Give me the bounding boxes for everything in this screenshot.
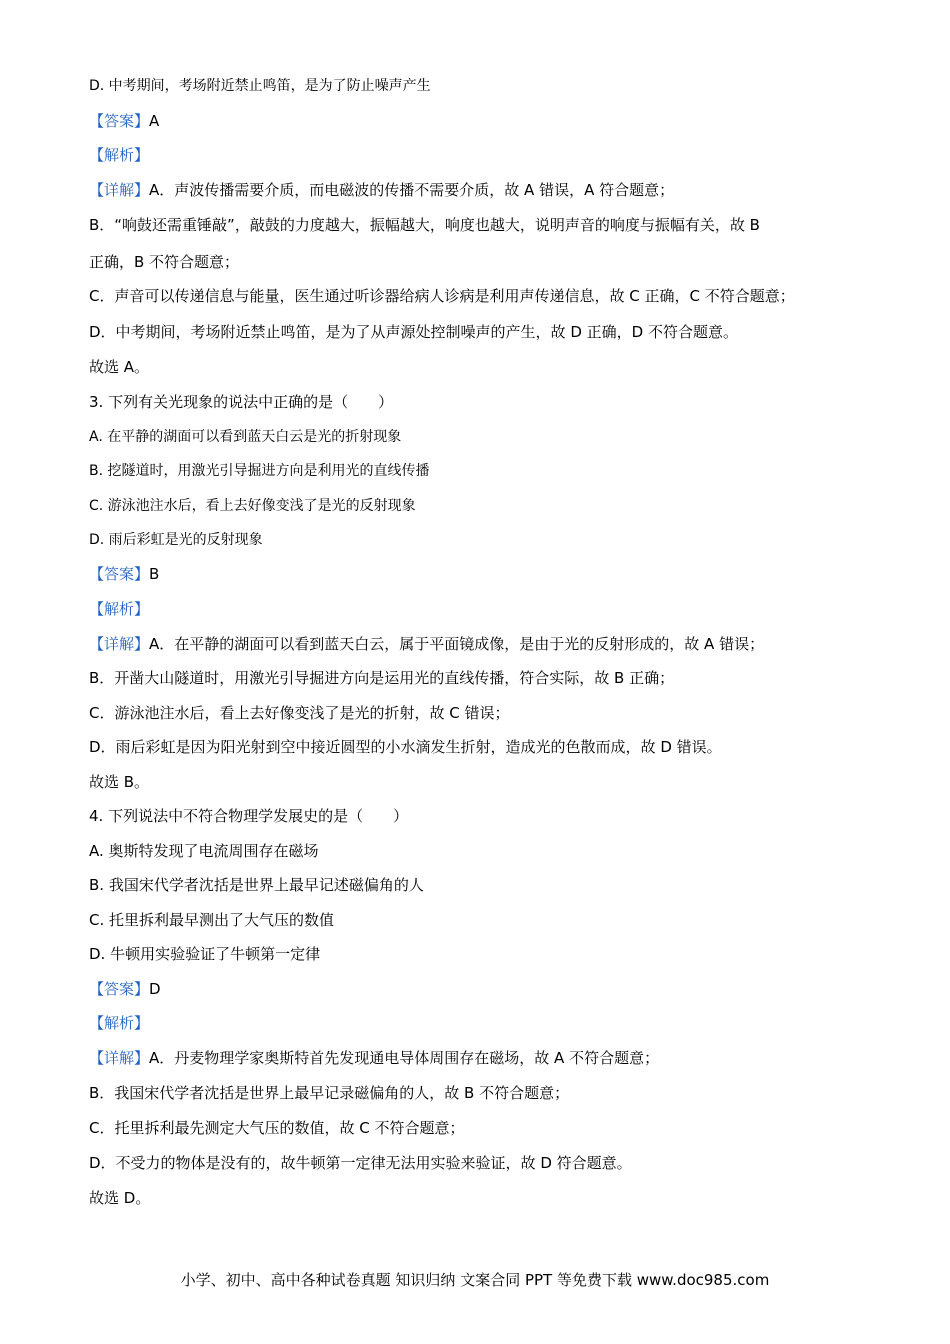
q4-detail-d: D．不受力的物体是没有的，故牛顿第一定律无法用实验来验证，故 D 符合题意。 xyxy=(89,1154,632,1172)
answer-value: B xyxy=(149,565,160,583)
q2-detail-b-line2: 正确，B 不符合题意； xyxy=(89,253,240,271)
q2-detail-d: D．中考期间，考场附近禁止鸣笛，是为了从声源处控制噪声的产生，故 D 正确，D 不符合题意。 xyxy=(89,323,738,341)
q4-detail-b: B．我国宋代学者沈括是世界上最早记录磁偏角的人，故 B 不符合题意； xyxy=(89,1084,570,1102)
q4-answer xyxy=(89,979,161,999)
q4-option-b: B. 我国宋代学者沈括是世界上最早记述磁偏角的人 xyxy=(89,876,424,894)
answer-tag: 【答案】 xyxy=(89,980,150,998)
detail-tag: 【详解】 xyxy=(89,181,150,199)
q2-option-d: D. 中考期间，考场附近禁止鸣笛，是为了防止噪声产生 xyxy=(89,78,431,94)
q4-option-a: A. 奥斯特发现了电流周围存在磁场 xyxy=(89,842,319,860)
detail-text: A．声波传播需要介质，而电磁波的传播不需要介质，故 A 错误，A 符合题意； xyxy=(149,181,675,199)
q4-conclusion: 故选 D。 xyxy=(89,1189,151,1207)
q3-analysis-tag: 【解析】 xyxy=(89,600,150,618)
q3-option-a: A. 在平静的湖面可以看到蓝天白云是光的折射现象 xyxy=(89,429,402,445)
answer-value: A xyxy=(149,112,160,130)
answer-tag: 【答案】 xyxy=(89,112,150,130)
q4-detail-c: C．托里拆利最先测定大气压的数值，故 C 不符合题意； xyxy=(89,1119,465,1137)
q2-detail-c: C．声音可以传递信息与能量，医生通过听诊器给病人诊病是利用声传递信息，故 C 正确，C 不符合题意； xyxy=(89,287,795,305)
q3-option-b: B. 挖隧道时，用激光引导掘进方向是利用光的直线传播 xyxy=(89,463,430,479)
q3-option-d: D. 雨后彩虹是光的反射现象 xyxy=(89,532,263,548)
q3-detail-c: C．游泳池注水后，看上去好像变浅了是光的折射，故 C 错误； xyxy=(89,704,510,722)
q3-answer xyxy=(89,564,159,584)
q2-answer xyxy=(89,111,159,131)
detail-text: A．在平静的湖面可以看到蓝天白云，属于平面镜成像，是由于光的反射形成的，故 A 错误； xyxy=(149,635,765,653)
detail-text: A．丹麦物理学家奥斯特首先发现通电导体周围存在磁场，故 A 不符合题意； xyxy=(149,1049,660,1067)
q3-detail-d: D．雨后彩虹是因为阳光射到空中接近圆型的小水滴发生折射，造成光的色散而成，故 D 错误。 xyxy=(89,738,722,756)
answer-value: D xyxy=(149,980,161,998)
q3-option-c: C. 游泳池注水后，看上去好像变浅了是光的反射现象 xyxy=(89,498,416,514)
q4-detail-a xyxy=(89,1048,659,1068)
q3-conclusion: 故选 B。 xyxy=(89,773,150,791)
q2-analysis-tag: 【解析】 xyxy=(89,146,150,164)
detail-tag: 【详解】 xyxy=(89,635,150,653)
q3-detail-a xyxy=(89,634,764,654)
q4-stem: 4. 下列说法中不符合物理学发展史的是（ ） xyxy=(89,807,409,825)
q2-detail-a xyxy=(89,180,674,200)
q3-detail-b: B．开凿大山隧道时，用激光引导掘进方向是运用光的直线传播，符合实际，故 B 正确； xyxy=(89,669,675,687)
q2-detail-b-line1: B．“响鼓还需重锤敲”，敲鼓的力度越大，振幅越大，响度也越大，说明声音的响度与振幅有关，故 B xyxy=(89,216,760,234)
page-footer: 小学、初中、高中各种试卷真题 知识归纳 文案合同 PPT 等免费下载 www.doc985.com xyxy=(180,1271,770,1289)
q3-stem: 3. 下列有关光现象的说法中正确的是（ ） xyxy=(89,393,394,411)
detail-tag: 【详解】 xyxy=(89,1049,150,1067)
q4-option-d: D. 牛顿用实验验证了牛顿第一定律 xyxy=(89,945,321,963)
q4-analysis-tag: 【解析】 xyxy=(89,1014,150,1032)
q2-conclusion: 故选 A。 xyxy=(89,358,150,376)
q4-option-c: C. 托里拆利最早测出了大气压的数值 xyxy=(89,911,335,929)
answer-tag: 【答案】 xyxy=(89,565,150,583)
